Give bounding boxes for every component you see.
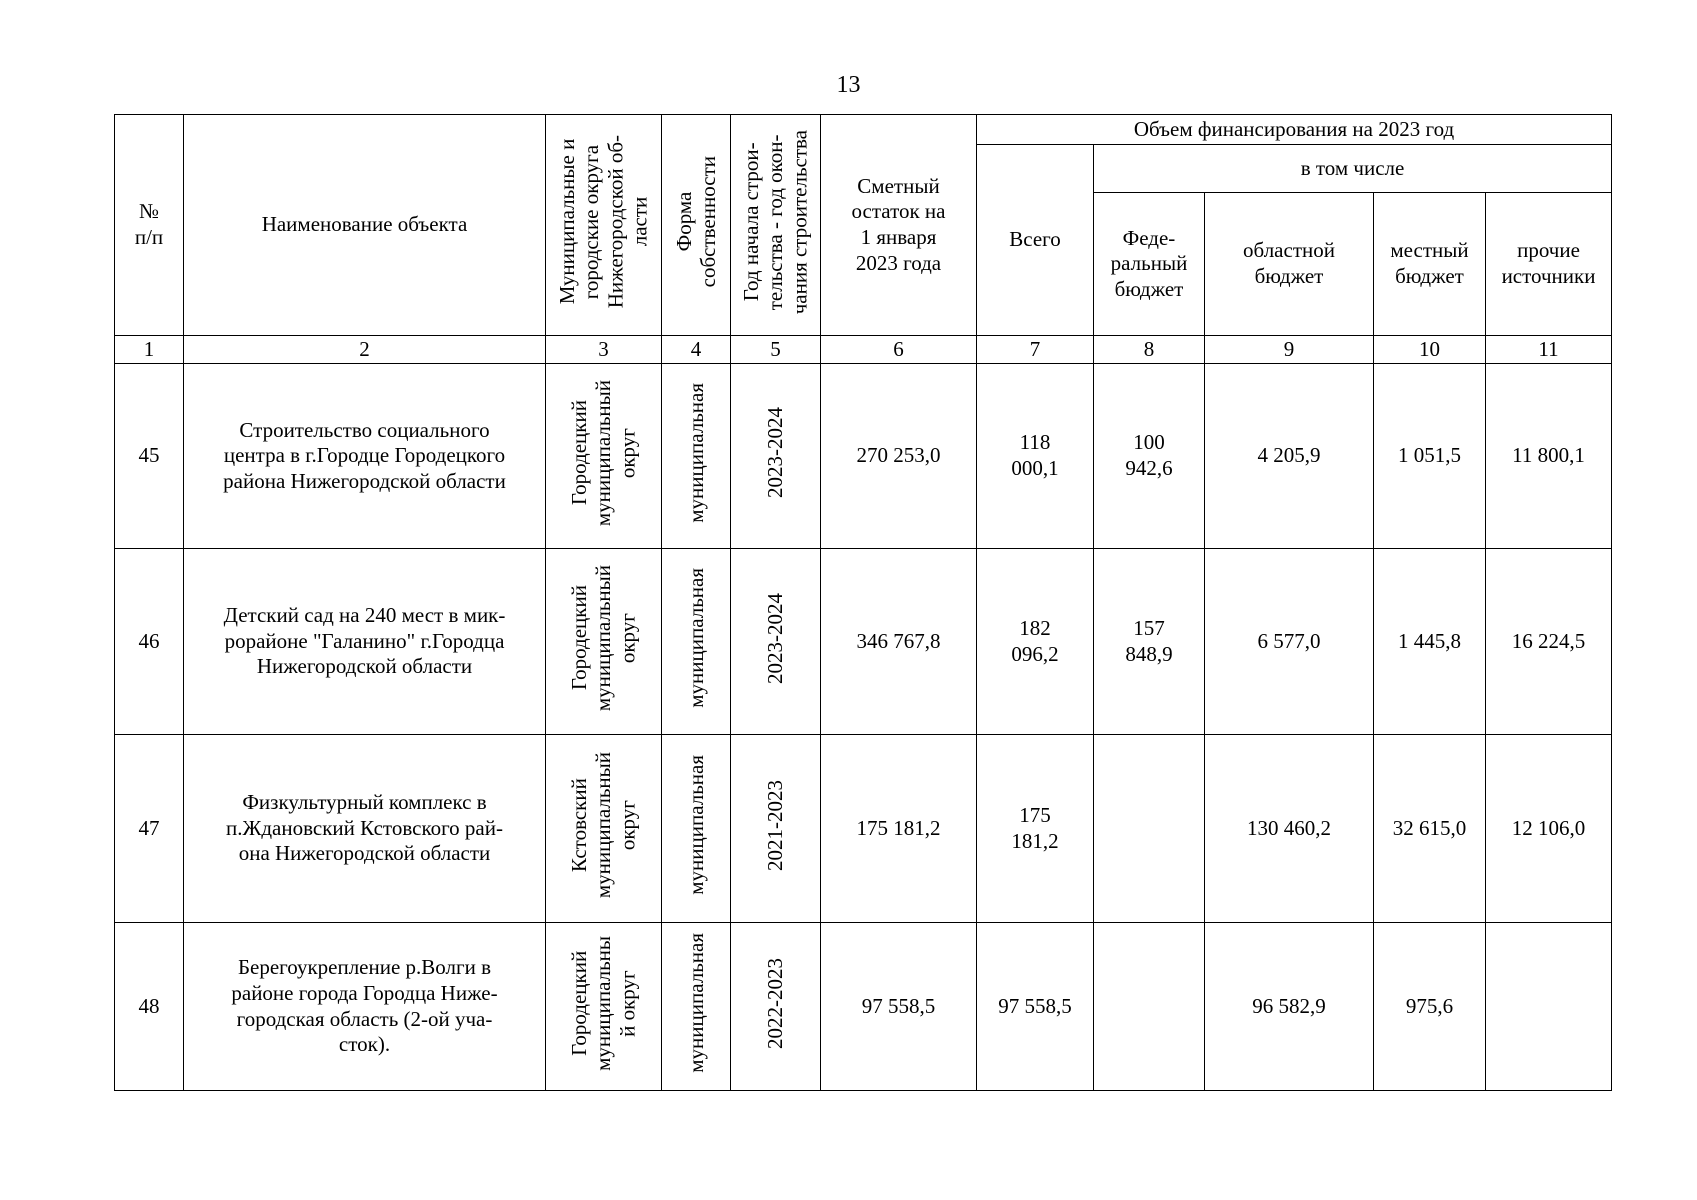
total-financing: 182 096,2: [977, 549, 1094, 735]
column-number: 9: [1205, 336, 1374, 364]
row-number: 48: [115, 923, 184, 1091]
header-object-name: Наименование объекта: [184, 115, 546, 336]
municipality: Городецкий муниципальны й округ: [546, 923, 662, 1091]
header-other: прочие источники: [1486, 193, 1612, 336]
regional-budget: 6 577,0: [1205, 549, 1374, 735]
header-num: № п/п: [115, 115, 184, 336]
header-row-1: [115, 115, 1612, 145]
estimated-balance: 346 767,8: [821, 549, 977, 735]
header-including: в том числе: [1094, 145, 1612, 193]
local-budget: 975,6: [1374, 923, 1486, 1091]
federal-budget: [1094, 923, 1205, 1091]
other-sources: [1486, 923, 1612, 1091]
ownership: муниципальная: [662, 735, 731, 923]
header-years: Год начала строи- тельства - год окон- чания строительства: [731, 115, 821, 336]
local-budget: 1 445,8: [1374, 549, 1486, 735]
total-financing: 175 181,2: [977, 735, 1094, 923]
row-number: 47: [115, 735, 184, 923]
other-sources: 12 106,0: [1486, 735, 1612, 923]
construction-years: 2023-2024: [731, 364, 821, 549]
estimated-balance: 270 253,0: [821, 364, 977, 549]
total-financing: 97 558,5: [977, 923, 1094, 1091]
estimated-balance: 97 558,5: [821, 923, 977, 1091]
municipality: Городецкий муниципальный округ: [546, 549, 662, 735]
object-name: Детский сад на 240 мест в мик- рорайоне "Галанино" г.Городца Нижегородской области: [184, 549, 546, 735]
header-total: Всего: [977, 145, 1094, 336]
ownership: муниципальная: [662, 923, 731, 1091]
header-municipality: Муниципальные и городские округа Нижегородской об- ласти: [546, 115, 662, 336]
header-regional: областной бюджет: [1205, 193, 1374, 336]
total-financing: 118 000,1: [977, 364, 1094, 549]
regional-budget: 130 460,2: [1205, 735, 1374, 923]
local-budget: 1 051,5: [1374, 364, 1486, 549]
column-number: 5: [731, 336, 821, 364]
column-number: 8: [1094, 336, 1205, 364]
other-sources: 16 224,5: [1486, 549, 1612, 735]
table-row: [115, 923, 1612, 1091]
table-row: [115, 364, 1612, 549]
local-budget: 32 615,0: [1374, 735, 1486, 923]
municipality: Городецкий муниципальный округ: [546, 364, 662, 549]
header-ownership: Форма собственности: [662, 115, 731, 336]
column-number: 2: [184, 336, 546, 364]
row-number: 46: [115, 549, 184, 735]
other-sources: 11 800,1: [1486, 364, 1612, 549]
column-number: 11: [1486, 336, 1612, 364]
estimated-balance: 175 181,2: [821, 735, 977, 923]
header-local: местный бюджет: [1374, 193, 1486, 336]
construction-years: 2023-2024: [731, 549, 821, 735]
table-row: [115, 549, 1612, 735]
federal-budget: 157 848,9: [1094, 549, 1205, 735]
page-number: 13: [836, 72, 861, 98]
header-financing-2023: Объем финансирования на 2023 год: [977, 115, 1612, 145]
construction-years: 2021-2023: [731, 735, 821, 923]
regional-budget: 96 582,9: [1205, 923, 1374, 1091]
financing-table: [114, 114, 1612, 1091]
column-number: 3: [546, 336, 662, 364]
header-federal: Феде- ральный бюджет: [1094, 193, 1205, 336]
column-number-row: [115, 336, 1612, 364]
column-number: 10: [1374, 336, 1486, 364]
object-name: Берегоукрепление р.Волги в районе города Городца Ниже- городская область (2-ой уча- сток).: [184, 923, 546, 1091]
ownership: муниципальная: [662, 549, 731, 735]
column-number: 6: [821, 336, 977, 364]
column-number: 1: [115, 336, 184, 364]
construction-years: 2022-2023: [731, 923, 821, 1091]
header-estimated-balance: Сметный остаток на 1 января 2023 года: [821, 115, 977, 336]
column-number: 4: [662, 336, 731, 364]
municipality: Кстовский муниципальный округ: [546, 735, 662, 923]
object-name: Физкультурный комплекс в п.Ждановский Кстовского рай- она Нижегородской области: [184, 735, 546, 923]
regional-budget: 4 205,9: [1205, 364, 1374, 549]
federal-budget: 100 942,6: [1094, 364, 1205, 549]
federal-budget: [1094, 735, 1205, 923]
table-row: [115, 735, 1612, 923]
row-number: 45: [115, 364, 184, 549]
ownership: муниципальная: [662, 364, 731, 549]
object-name: Строительство социального центра в г.Городце Городецкого района Нижегородской области: [184, 364, 546, 549]
column-number: 7: [977, 336, 1094, 364]
